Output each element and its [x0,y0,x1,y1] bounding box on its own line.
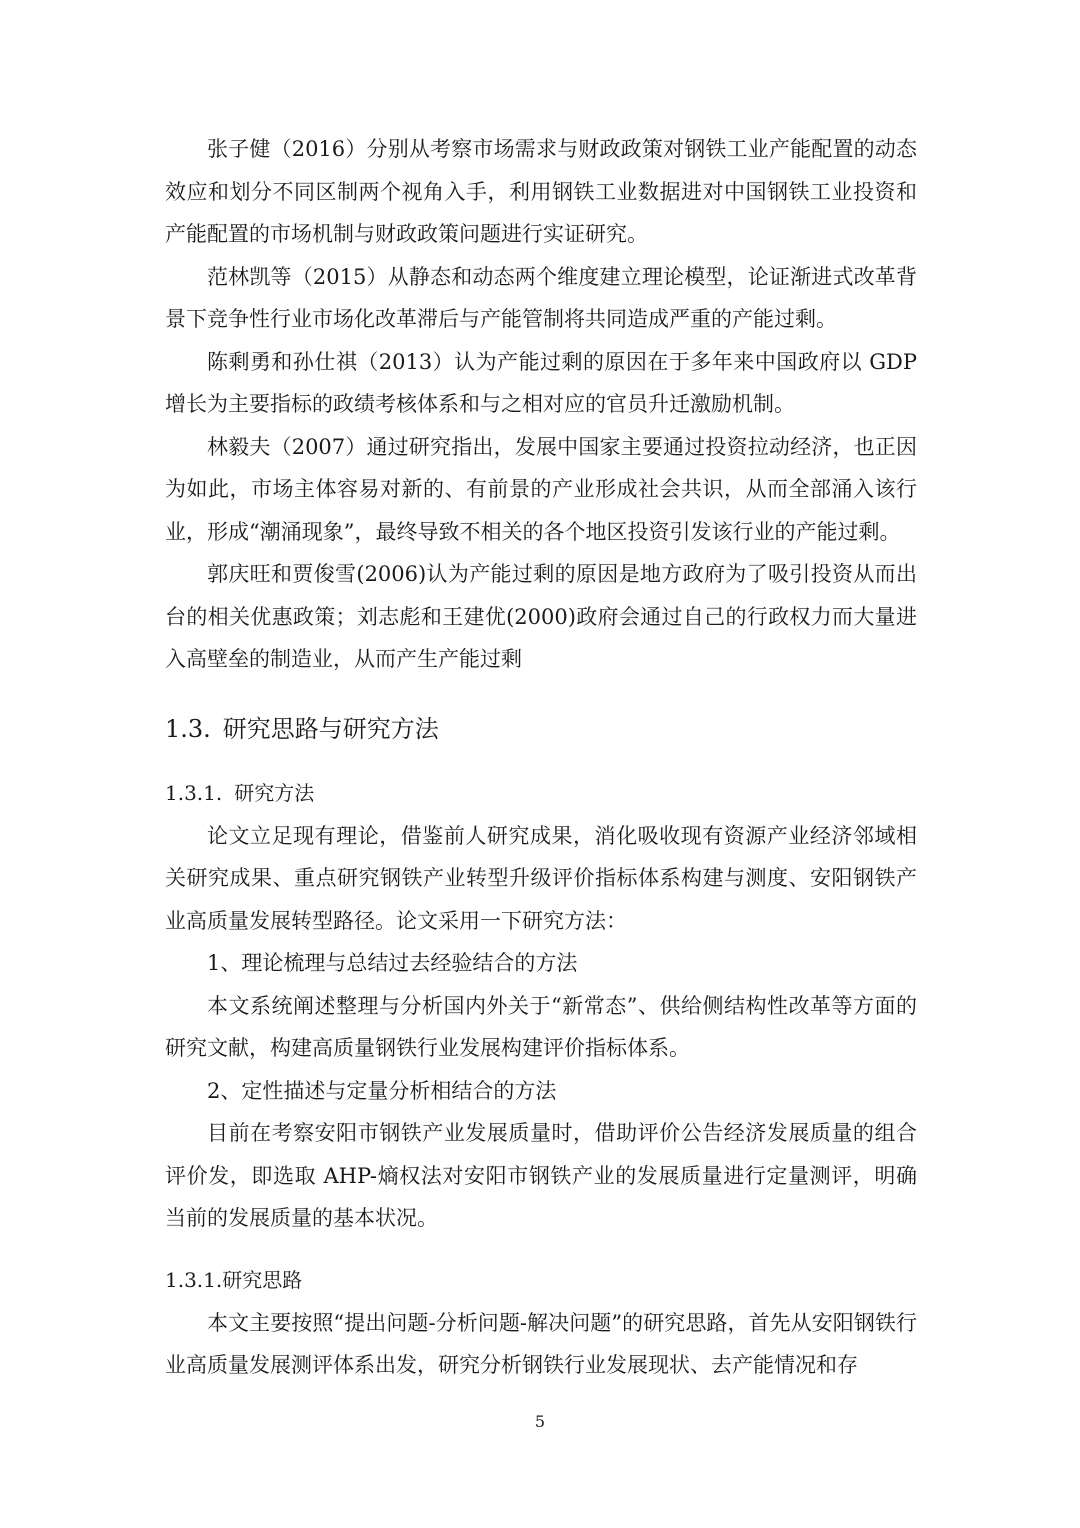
list-item-method-2: 2、定性描述与定量分析相结合的方法 [207,1078,557,1103]
paragraph-fan-linkai: 范林凯等（2015）从静态和动态两个维度建立理论模型，论证渐进式改革背景下竞争性行业市场化改革滞后与产能管制将共同造成严重的产能过剩。 [165,264,917,331]
subsection-title: 研究思路 [222,1267,303,1292]
document-page [165,128,917,1387]
page-number: 5 [534,1412,546,1431]
subsection-number: 1.3.1. [165,1267,223,1292]
section-heading [165,711,917,747]
section-number: 1.3. [165,714,211,743]
paragraph-lin-yifu: 林毅夫（2007）通过研究指出，发展中国家主要通过投资拉动经济，也正因为如此，市场主体容易对新的、有前景的产业形成社会共识，从而全部涌入该行业，形成“潮涌现象”，最终导致不相关的各个地区投资引发该行业的产能过剩。 [165,434,917,544]
paragraph-guo-qingwang: 郭庆旺和贾俊雪(2006)认为产能过剩的原因是地方政府为了吸引投资从而出台的相关优惠政策；刘志彪和王建优(2000)政府会通过自己的行政权力而大量进入高壁垒的制造业，从而产生产能过剩 [165,562,917,671]
paragraph-methods-intro: 论文立足现有理论，借鉴前人研究成果，消化吸收现有资源产业经济邻域相关研究成果、重点研究钢铁产业转型升级评价指标体系构建与测度、安阳钢铁产业高质量发展转型路径。论文采用一下研究方法： [165,823,917,933]
list-item-method-1: 1、理论梳理与总结过去经验结合的方法 [207,951,578,975]
paragraph-approach: 本文主要按照“提出问题-分析问题-解决问题”的研究思路，首先从安阳钢铁行业高质量发展测评体系出发，研究分析钢铁行业发展现状、去产能情况和存 [165,1310,917,1377]
subsection-heading-approach [165,1260,917,1300]
subsection-title: 研究方法 [234,780,315,805]
subsection-number: 1.3.1. [165,780,223,805]
section-title: 研究思路与研究方法 [222,714,439,743]
paragraph-zhang-zijian: 张子健（2016）分别从考察市场需求与财政政策对钢铁工业产能配置的动态效应和划分不同区制两个视角入手，利用钢铁工业数据进对中国钢铁工业投资和产能配置的市场机制与财政政策问题进行实证研究。 [165,137,917,246]
subsection-heading-methods [165,773,917,813]
paragraph-method-1-desc: 本文系统阐述整理与分析国内外关于“新常态”、供给侧结构性改革等方面的研究文献，构建高质量钢铁行业发展构建评价指标体系。 [165,993,917,1060]
paragraph-method-2-desc: 目前在考察安阳市钢铁产业发展质量时，借助评价公告经济发展质量的组合评价发，即选取 AHP-熵权法对安阳市钢铁产业的发展质量进行定量测评，明确当前的发展质量的基本状况。 [165,1121,917,1230]
paragraph-chen-shengyong: 陈剩勇和孙仕祺（2013）认为产能过剩的原因在于多年来中国政府以 GDP 增长为主要指标的政绩考核体系和与之相对应的官员升迁激励机制。 [165,349,917,416]
